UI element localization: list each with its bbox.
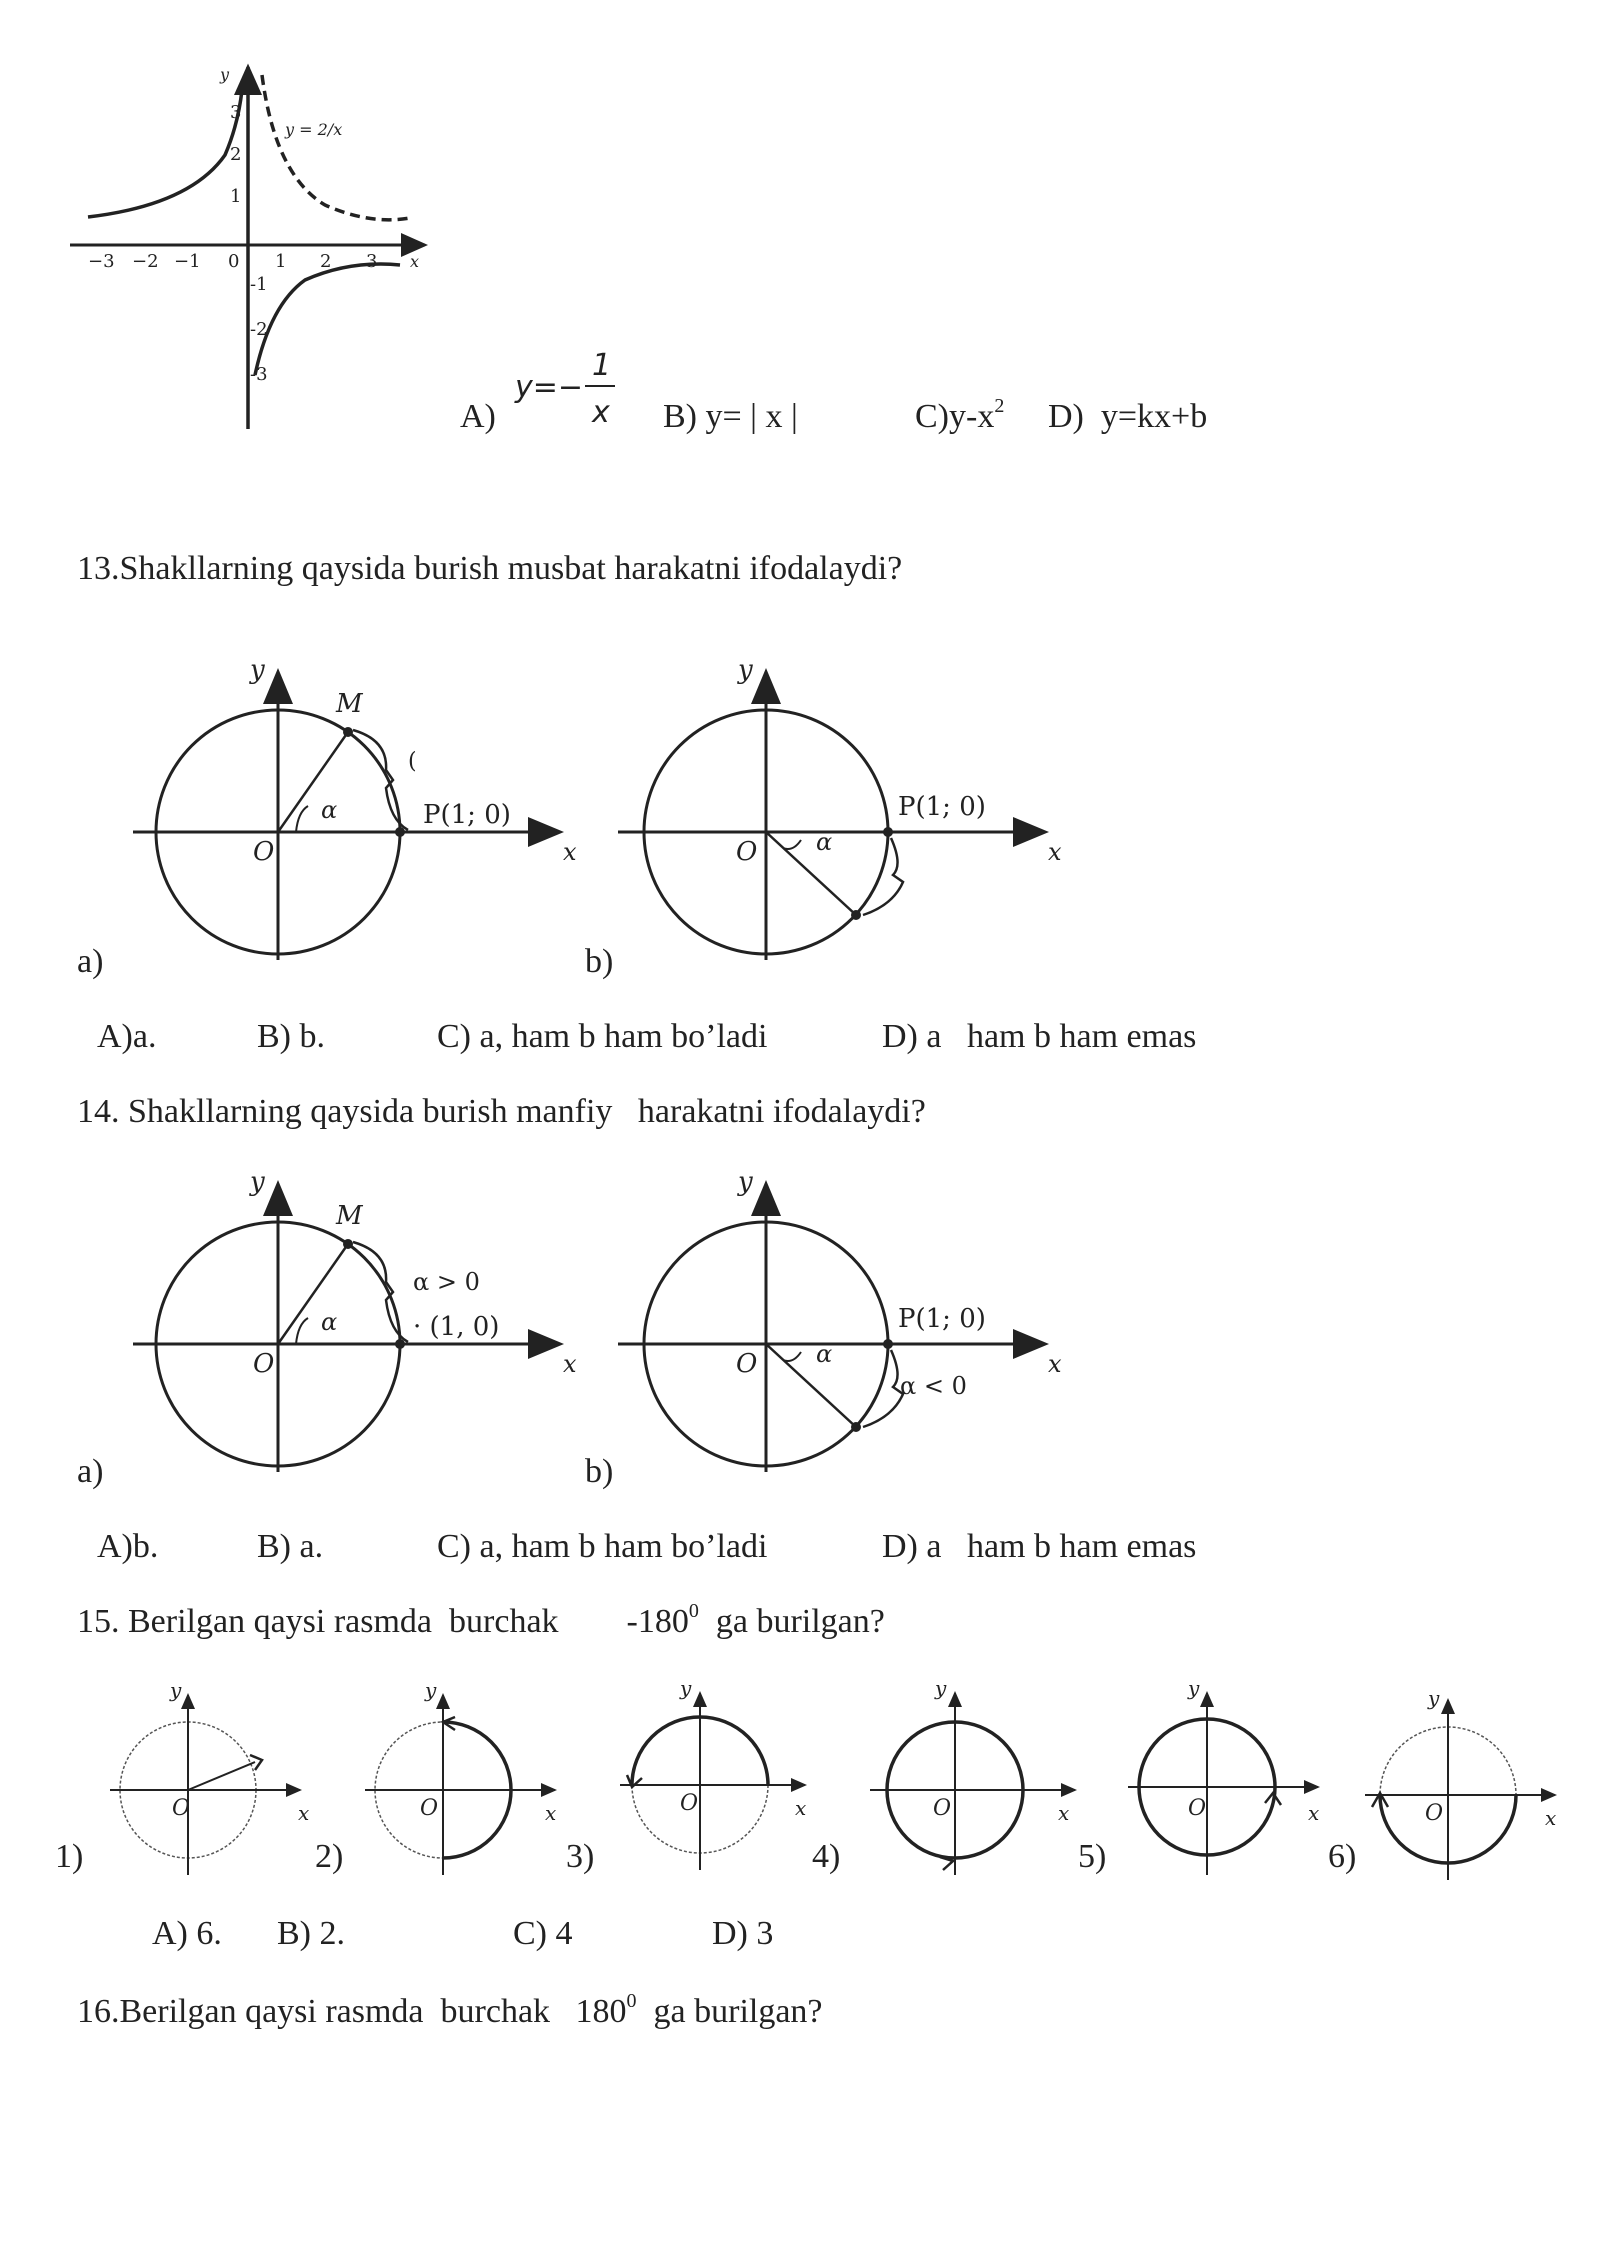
svg-text:-1: -1 (250, 274, 268, 295)
q15-circle-5 (1128, 1676, 1319, 1875)
svg-text:M: M (336, 1201, 363, 1231)
svg-text:−3: −3 (88, 251, 115, 272)
svg-text:0: 0 (228, 251, 240, 272)
q12-option-b: B) y= | x | (663, 398, 798, 435)
svg-text:x: x (1048, 838, 1062, 866)
svg-text:α: α (816, 828, 833, 856)
svg-text:x: x (563, 838, 577, 866)
q13-fig-a-label: a) (77, 943, 104, 980)
svg-text:1: 1 (230, 186, 242, 207)
svg-text:−2: −2 (132, 251, 159, 272)
svg-text:−1: −1 (174, 251, 201, 272)
svg-text:O: O (172, 1796, 191, 1821)
q13-figure-a (128, 655, 588, 970)
q14-figure-a (128, 1167, 588, 1482)
svg-text:O: O (1425, 1801, 1444, 1826)
svg-text:O: O (933, 1796, 952, 1821)
q14-option-c: C) a, ham b ham bo’ladi (437, 1528, 768, 1565)
svg-text:O: O (253, 837, 275, 867)
svg-text:O: O (253, 1349, 275, 1379)
q15-fig-number-1: 1) (55, 1838, 84, 1875)
q14-option-d: D) a ham b ham emas (882, 1528, 1197, 1565)
svg-text:α: α (321, 796, 338, 824)
q14-fig-b-label: b) (585, 1453, 614, 1490)
q15-circle-4 (870, 1676, 1075, 1875)
svg-text:M: M (336, 689, 363, 719)
svg-text:P(1; 0): P(1; 0) (423, 800, 511, 830)
svg-text:O: O (736, 1349, 758, 1379)
q15-fig-number-5: 5) (1078, 1838, 1107, 1875)
q12-option-a-label: A) (460, 398, 496, 435)
q14-fig-a-label: a) (77, 1453, 104, 1490)
svg-text:O: O (736, 837, 758, 867)
svg-text:-3: -3 (250, 364, 268, 385)
svg-text:1: 1 (275, 251, 287, 272)
q15-fig-number-3: 3) (566, 1838, 595, 1875)
svg-text:y: y (425, 1678, 437, 1702)
q15-option-d: D) 3 (712, 1915, 774, 1952)
svg-text:y: y (680, 1676, 692, 1700)
q15-circle-1 (110, 1678, 309, 1875)
svg-text:y: y (250, 655, 265, 685)
q15-circle-6 (1365, 1686, 1556, 1880)
q15-option-c: C) 4 (513, 1915, 573, 1952)
svg-text:3: 3 (366, 251, 378, 272)
q13-figure-b (613, 655, 1073, 970)
svg-text:y: y (738, 1167, 753, 1197)
svg-text:x: x (1545, 1806, 1557, 1830)
svg-text:3: 3 (230, 102, 242, 123)
svg-text:O: O (680, 1791, 699, 1816)
svg-text:α < 0: α < 0 (900, 1372, 967, 1400)
svg-text:x: x (1058, 1801, 1070, 1825)
q13-option-b: B) b. (257, 1018, 325, 1055)
q12-option-d: D) y=kx+b (1048, 398, 1208, 435)
svg-text:x: x (1308, 1801, 1320, 1825)
q15-question: 15. Berilgan qaysi rasmda burchak $-180^0$ ga burilgan? (77, 1600, 885, 1640)
q14-question: 14. Shakllarning qaysida burish manfiy harakatni ifodalaydi? (77, 1093, 926, 1130)
q14-option-b: B) a. (257, 1528, 324, 1565)
svg-text:α: α (321, 1308, 338, 1336)
svg-text:y: y (250, 1167, 265, 1197)
q13-option-c: C) a, ham b ham bo’ladi (437, 1018, 768, 1055)
svg-text:P(1; 0): P(1; 0) (898, 1304, 986, 1334)
q15-fig-number-4: 4) (812, 1838, 841, 1875)
svg-text:2: 2 (320, 251, 332, 272)
hyperbola-graph (70, 55, 450, 435)
q13-question: 13.Shakllarning qaysida burish musbat harakatni ifodalaydi? (77, 550, 903, 587)
svg-text:y: y (170, 1678, 182, 1702)
svg-text:x: x (298, 1801, 310, 1825)
q13-fig-b-label: b) (585, 943, 614, 980)
q15-option-b: B) 2. (277, 1915, 345, 1952)
svg-text:x: x (563, 1350, 577, 1378)
q13-option-d: D) a ham b ham emas (882, 1018, 1197, 1055)
q15-fig-number-6: 6) (1328, 1838, 1357, 1875)
svg-text:α: α (816, 1340, 833, 1368)
q12-option-a-lhs: y=− (515, 370, 584, 405)
svg-text:O: O (420, 1796, 439, 1821)
q16-question: 16.Berilgan qaysi rasmda burchak $180^0$ ga burilgan? (77, 1990, 823, 2030)
svg-text:-2: -2 (250, 319, 268, 340)
svg-text:x: x (795, 1796, 807, 1820)
q14-figure-b (613, 1167, 1073, 1482)
svg-text:O: O (1188, 1796, 1207, 1821)
q12-option-c: $C)y-x^2$ (915, 395, 1005, 435)
svg-text:x: x (545, 1801, 557, 1825)
q12-option-a-den: x (592, 395, 610, 430)
q15-figures (0, 1675, 1600, 1905)
svg-text:x: x (1048, 1350, 1062, 1378)
svg-text:2: 2 (230, 144, 242, 165)
svg-text:· (1, 0): · (1, 0) (413, 1312, 500, 1342)
curve-label: y = 2/x (285, 120, 343, 139)
q12-option-a-num: 1 (592, 348, 612, 383)
q14-option-a: A)b. (97, 1528, 159, 1565)
svg-text:y: y (1428, 1686, 1440, 1710)
q15-option-a: A) 6. (152, 1915, 222, 1952)
svg-text:(: ( (408, 749, 417, 774)
q12-fraction-bar (585, 385, 615, 387)
svg-text:y: y (1188, 1676, 1200, 1700)
svg-text:P(1; 0): P(1; 0) (898, 792, 986, 822)
q15-circle-3 (620, 1676, 806, 1870)
svg-text:y: y (935, 1676, 947, 1700)
svg-text:y: y (738, 655, 753, 685)
y-axis-label: y (220, 65, 230, 84)
q15-circle-2 (365, 1678, 556, 1875)
q13-option-a: A)a. (97, 1018, 157, 1055)
svg-text:α > 0: α > 0 (413, 1268, 480, 1296)
x-axis-label: x (410, 252, 420, 271)
q15-fig-number-2: 2) (315, 1838, 344, 1875)
